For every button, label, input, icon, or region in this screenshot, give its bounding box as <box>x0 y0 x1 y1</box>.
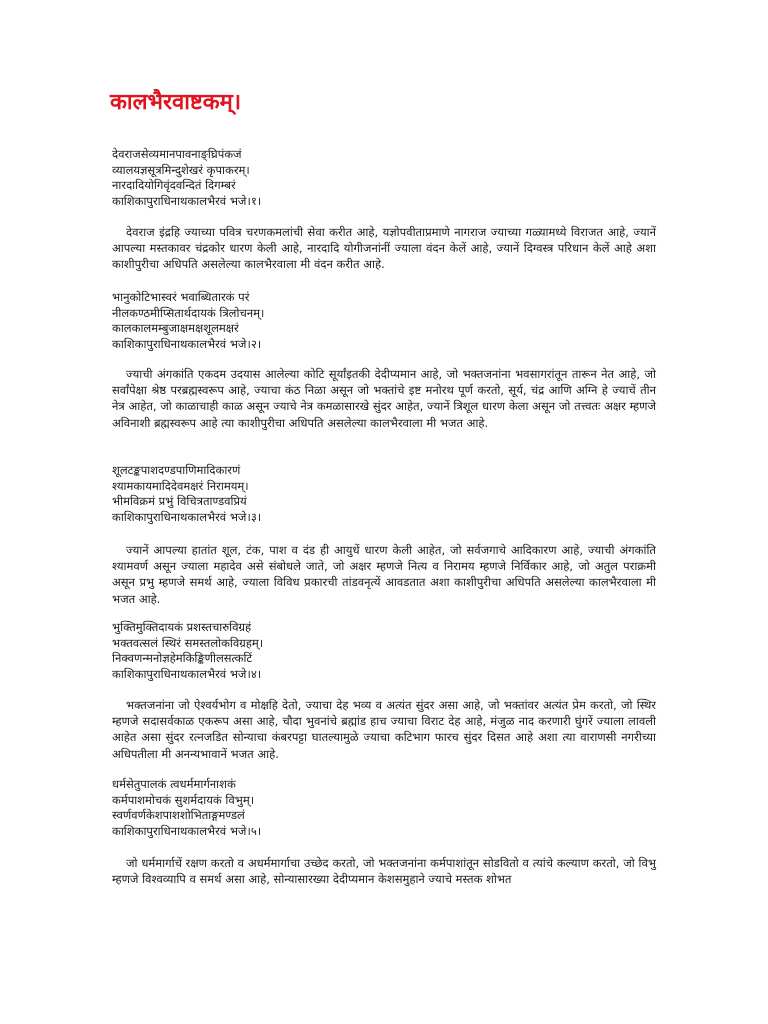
stanza-4-verse <box>112 620 652 682</box>
stanza-5-verse <box>112 777 652 839</box>
verse-line: नारदादियोगिवृंदवन्दितं दिगम्बरं <box>112 178 236 193</box>
verse-line: भानुकोटिभास्वरं भवाब्धितारकं परं <box>112 290 250 304</box>
stanza-5-meaning: जो धर्ममार्गाचें रक्षण करतो व अधर्ममार्गाचा उच्छेद करतो, जो भक्तजनांना कर्मपाशांतून सोडवितो व त्यांचे कल्याण करतो, जो विभु म्हणजे विश्वव्यापि व समर्थ असा आहे, सोन्यासारख्या देदीप्यमान केशसमुहाने ज्याचे मस्तक शोभत <box>112 856 656 887</box>
stanza-4-meaning: भक्तजनांना जो ऐश्वर्यभोग व मोक्षहि देतो, ज्याचा देह भव्य व अत्यंत सुंदर असा आहे, जो भक्तांवर अत्यंत प्रेम करतो, जो स्थिर म्हणजे सदासर्वकाळ एकरूप असा आहे, चौदा भुवनांचे ब्रह्मांड हाच ज्याचा विराट देह आहे, मंजुळ नाद करणारी घुंगरें ज्याला लावली आहेत असा सुंदर रत्नजडित सोन्याचा कंबरपट्टा घातल्यामुळे ज्याचा कटिभाग फारच सुंदर दिसत आहे अशा त्या वाराणसी नगरीच्या अधिपतीला मी अनन्यभावानें भजत आहे. <box>112 698 656 761</box>
verse-line: नीलकण्ठमीप्सितार्थदायकं त्रिलोचनम्। <box>112 305 265 320</box>
verse-line: भीमविक्रमं प्रभुं विचित्रताण्डवप्रियं <box>112 494 247 509</box>
verse-line: काशिकापुराधिनाथकालभैरवं भजे।१। <box>112 193 262 208</box>
verse-line: कर्मपाशमोचकं सुशर्मदायकं विभुम्। <box>112 792 255 807</box>
stanza-2-verse <box>112 290 652 352</box>
verse-line: कालकालमम्बुजाक्षमक्षशूलमक्षरं <box>112 321 239 336</box>
stanza-3-verse <box>112 463 652 525</box>
stanza-1-verse <box>112 147 652 209</box>
stanza-3-meaning: ज्यानें आपल्या हातांत शूल, टंक, पाश व दंड ही आयुधें धारण केली आहेत, जो सर्वजगाचे आदिकारण आहे, ज्याची अंगकांति श्यामवर्ण असून ज्याला महादेव असे संबोधले जाते, जो अक्षर म्हणजे नित्य व निरामय म्हणजे निर्विकार आहे, जो अतुल पराक्रमी असून प्रभु म्हणजे समर्थ आहे, ज्याला विविध प्रकारची तांडवनृत्यें आवडतात अशा काशीपुरीचा अधिपति असलेल्या कालभैरवाला मी भजत आहे. <box>112 543 656 606</box>
verse-line: काशिकापुराधिनाथकालभैरवं भजे।३। <box>112 509 262 524</box>
verse-line: निक्वणन्मनोज्ञहेमकिङ्किणीलसत्कटिं <box>112 651 253 666</box>
verse-line: भक्तवत्सलं स्थिरं समस्तलोकविग्रहम्। <box>112 635 264 650</box>
stanza-1-meaning: देवराज इंद्रहि ज्याच्या पवित्र चरणकमलांची सेवा करीत आहे, यज्ञोपवीताप्रमाणे नागराज ज्याच्या गळ्यामध्ये विराजत आहे, ज्यानें आपल्या मस्तकावर चंद्रकोर धारण केली आहे, नारदादि योगीजनांनीं ज्याला वंदन केलें आहे, ज्यानें दिग्वस्त्र परिधान केलें आहे अशा काशीपुरीचा अधिपति असलेल्या कालभैरवाला मी वंदन करीत आहे. <box>112 225 656 272</box>
verse-line: शूलटङ्कपाशदण्डपाणिमादिकारणं <box>112 463 241 477</box>
verse-line: काशिकापुराधिनाथकालभैरवं भजे।५। <box>112 823 262 838</box>
verse-line: काशिकापुराधिनाथकालभैरवं भजे।४। <box>112 666 262 681</box>
verse-line: धर्मसेतुपालकं त्वधर्ममार्गनाशकं <box>112 777 236 791</box>
verse-line: देवराजसेव्यमानपावनाङ्घ्रिपंकजं <box>112 147 242 161</box>
stanza-2-meaning: ज्याची अंगकांति एकदम उदयास आलेल्या कोटि सूर्यांइतकी देदीप्यमान आहे, जो भक्तजनांना भवसागरांतून तारून नेत आहे, जो सर्वांपेक्षा श्रेष्ठ परब्रह्मस्वरूप आहे, ज्याचा कंठ निळा असून जो भक्तांचे इष्ट मनोरथ पूर्ण करतो, सूर्य, चंद्र आणि अग्नि हे ज्याचें तीन नेत्र आहेत, जो काळाचाही काळ असून ज्याचे नेत्र कमळासारखे सुंदर आहेत, ज्यानें त्रिशूल धारण केला असून जो तत्त्वतः अक्षर म्हणजे अविनाशी ब्रह्मस्वरूप आहे त्या काशीपुरीचा अधिपति असलेल्या कालभैरवाला मी भजत आहे. <box>112 367 656 430</box>
verse-line: व्यालयज्ञसूत्रमिन्दुशेखरं कृपाकरम्। <box>112 162 250 177</box>
verse-line: काशिकापुराधिनाथकालभैरवं भजे।२। <box>112 336 262 351</box>
verse-line: भुक्तिमुक्तिदायकं प्रशस्तचारुविग्रहं <box>112 620 252 634</box>
document-title: कालभैरवाष्टकम्। <box>110 90 242 115</box>
verse-line: स्वर्णवर्णकेशपाशशोभिताङ्गमण्डलं <box>112 808 245 823</box>
verse-line: श्यामकायमादिदेवमक्षरं निरामयम्। <box>112 478 249 493</box>
